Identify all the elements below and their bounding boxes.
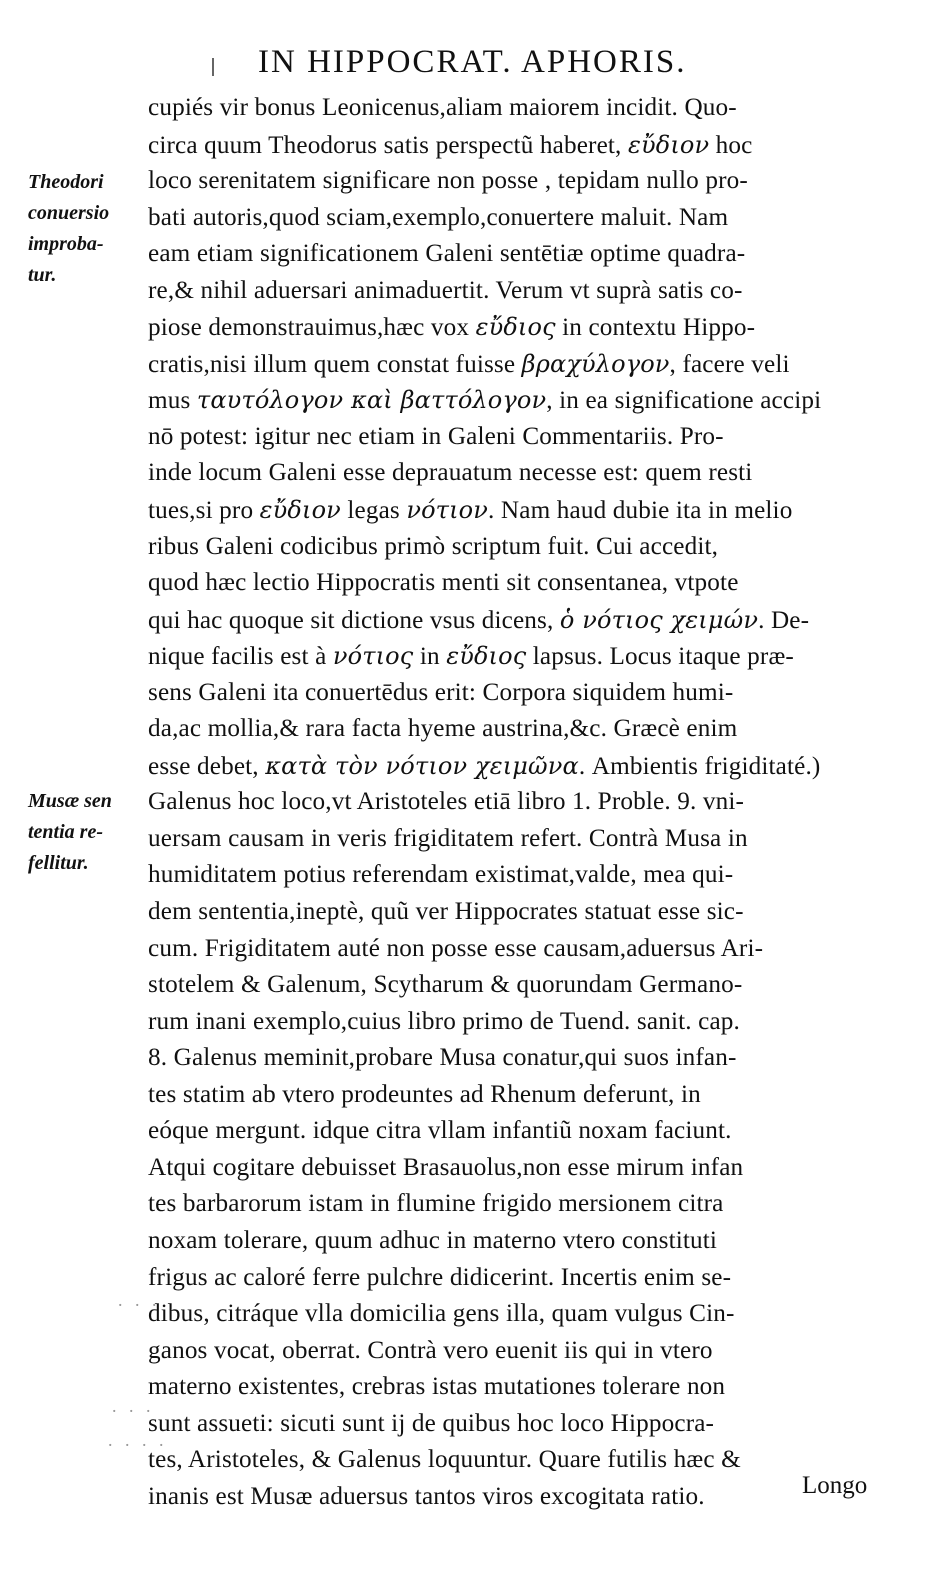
text-run: qui hac quoque sit dictione vsus dicens, <box>148 606 560 634</box>
text-run: , in ea significatione accipi <box>546 387 822 415</box>
header-mark <box>212 58 214 76</box>
greek-phrase: ὁ νότιος χειμών <box>559 605 759 634</box>
text-run: cratis,nisi illum quem constat fuisse <box>148 350 522 378</box>
text-line <box>148 748 888 785</box>
text-run: eam etiam significationem Galeni sentētiæ optime quadra- <box>148 240 746 268</box>
text-run: tes barbarorum istam in flumine frigido mersionem citra <box>148 1190 724 1218</box>
text-run: mus <box>148 387 197 415</box>
text-run: nique facilis est à <box>148 643 333 671</box>
text-line <box>148 857 888 894</box>
margin-note-line: tur. <box>28 264 57 286</box>
text-run: Galenus hoc loco,vt Aristoteles etiā libro 1. Proble. 9. vni- <box>148 788 745 816</box>
text-run: Atqui cogitare debuisset Brasauolus,non esse mirum infan <box>148 1153 744 1181</box>
text-run: bati autoris,quod sciam,exemplo,conuertere maluit. Nam <box>148 203 729 231</box>
text-run: in <box>413 643 447 671</box>
text-line <box>148 565 888 602</box>
margin-dots: . . . <box>112 1396 155 1416</box>
text-line <box>148 419 888 456</box>
text-line <box>148 821 888 858</box>
text-line <box>148 1004 888 1041</box>
text-run: in contextu Hippo- <box>555 314 756 342</box>
text-run: esse debet, <box>148 752 266 780</box>
text-run: humiditatem potius referendam existimat,valde, mea qui- <box>148 861 734 889</box>
greek-phrase: νότιος <box>332 642 414 671</box>
text-line <box>148 1077 888 1114</box>
text-run: 8. Galenus meminit,probare Musa conatur,qui suos infan- <box>148 1044 737 1072</box>
margin-note-line: conuersio <box>28 202 110 224</box>
margin-note-theodori <box>28 167 109 291</box>
text-run: lapsus. Locus itaque præ- <box>526 643 794 671</box>
text-run: inanis est Musæ aduersus tantos viros excogitata ratio. <box>148 1482 705 1510</box>
text-run: ganos vocat, oberrat. Contrà vero euenit iis qui in vtero <box>148 1336 713 1364</box>
text-line <box>148 784 888 821</box>
body-text <box>148 90 888 1515</box>
text-line <box>148 1113 888 1150</box>
greek-phrase: εὔδιον <box>259 496 341 525</box>
text-line <box>148 236 888 273</box>
text-run: legas <box>340 497 407 525</box>
text-run: cum. Frigiditatem auté non posse esse causam,aduersus Ari- <box>148 934 764 962</box>
running-head: IN HIPPOCRAT. APHORIS. <box>258 44 687 80</box>
text-line <box>148 1296 888 1333</box>
text-run: quod hæc lectio Hippocratis menti sit consentanea, vtpote <box>148 569 739 597</box>
text-line <box>148 967 888 1004</box>
text-line <box>148 1406 888 1443</box>
text-line <box>148 638 888 675</box>
margin-dots: . . . . <box>108 1430 168 1450</box>
text-line <box>148 1186 888 1223</box>
text-line <box>148 346 888 383</box>
text-run: materno existentes, crebras istas mutationes tolerare non <box>148 1373 726 1401</box>
text-line <box>148 200 888 237</box>
greek-phrase: βραχύλογον <box>521 349 670 378</box>
margin-note-line: improba- <box>28 233 104 255</box>
greek-phrase: εὔδιος <box>446 642 527 671</box>
text-run: sens Galeni ita conuertēdus erit: Corpora siquidem humi- <box>148 678 734 706</box>
margin-note-musae <box>28 786 112 879</box>
text-line <box>148 127 888 164</box>
text-line <box>148 382 888 419</box>
text-line <box>148 1150 888 1187</box>
text-run: da,ac mollia,& rara facta hyeme austrina,&c. Græcè enim <box>148 715 738 743</box>
text-line <box>148 455 888 492</box>
text-run: noxam tolerare, quum adhuc in materno vtero constituti <box>148 1226 718 1254</box>
text-line <box>148 90 888 127</box>
text-run: ribus Galeni codicibus primò scriptum fuit. Cui accedit, <box>148 532 719 560</box>
text-run: sunt assueti: sicuti sunt ij de quibus hoc loco Hippocra- <box>148 1409 715 1437</box>
text-run: hoc <box>709 131 753 159</box>
text-line <box>148 1479 888 1516</box>
text-run: tes, Aristoteles, & Galenus loquuntur. Quare futilis hæc & <box>148 1446 741 1474</box>
text-run: tues,si pro <box>148 497 260 525</box>
text-line <box>148 1333 888 1370</box>
greek-phrase: εὔδιος <box>475 313 556 342</box>
text-run: dem sententia,ineptè, quũ ver Hippocrates statuat esse sic- <box>148 898 744 926</box>
margin-note-line: Theodori <box>28 171 104 193</box>
margin-dots: . . . <box>118 1290 161 1310</box>
text-line <box>148 1369 888 1406</box>
text-line <box>148 1040 888 1077</box>
text-run: stotelem & Galenum, Scytharum & quorundam Germano- <box>148 971 743 999</box>
text-line <box>148 1223 888 1260</box>
text-line <box>148 163 888 200</box>
text-line <box>148 1260 888 1297</box>
text-run: loco serenitatem significare non posse , tepidam nullo pro- <box>148 167 748 195</box>
text-run: , facere veli <box>669 350 790 378</box>
text-line <box>148 492 888 529</box>
text-run: circa quum Theodorus satis perspectũ haberet, <box>148 131 628 159</box>
greek-phrase: ταυτόλογον καὶ βαττόλογον <box>196 386 547 415</box>
text-line <box>148 602 888 639</box>
text-run: re,& nihil aduersari animaduertit. Verum vt suprà satis co- <box>148 276 743 304</box>
margin-note-line: tentia re- <box>28 821 103 843</box>
text-line <box>148 711 888 748</box>
greek-phrase: κατὰ τὸν νότιον χειμῶνα <box>265 751 579 780</box>
text-run: . Ambientis frigiditaté.) <box>578 752 821 780</box>
text-line <box>148 675 888 712</box>
text-run: eóque mergunt. idque citra vllam infantiũ noxam faciunt. <box>148 1117 732 1145</box>
text-run: cupiés vir bonus Leonicenus,aliam maiorem incidit. Quo- <box>148 94 737 121</box>
margin-note-line: fellitur. <box>28 852 89 874</box>
text-run: piose demonstrauimus,hæc vox <box>148 314 476 342</box>
text-line <box>148 894 888 931</box>
text-run: nō potest: igitur nec etiam in Galeni Commentariis. Pro- <box>148 422 724 450</box>
text-line <box>148 529 888 566</box>
catchword: Longo <box>802 1472 868 1499</box>
text-run: rum inani exemplo,cuius libro primo de Tuend. sanit. cap. <box>148 1007 740 1035</box>
text-line <box>148 931 888 968</box>
text-run: dibus, citráque vlla domicilia gens illa, quam vulgus Cin- <box>148 1300 735 1328</box>
text-run: frigus ac caloré ferre pulchre didicerint. Incertis enim se- <box>148 1263 732 1291</box>
margin-note-line: Musæ sen <box>28 790 112 812</box>
text-line <box>148 1442 888 1479</box>
text-line <box>148 309 888 346</box>
text-run: uersam causam in veris frigiditatem refert. Contrà Musa in <box>148 824 748 852</box>
greek-phrase: νότιον <box>406 496 488 525</box>
text-run: . De- <box>758 606 810 634</box>
greek-phrase: εὔδιον <box>627 130 710 159</box>
text-run: inde locum Galeni esse deprauatum necesse est: quem resti <box>148 459 753 487</box>
text-run: tes statim ab vtero prodeuntes ad Rhenum deferunt, in <box>148 1080 701 1108</box>
text-run: . Nam haud dubie ita in melio <box>488 497 793 525</box>
text-line <box>148 273 888 310</box>
